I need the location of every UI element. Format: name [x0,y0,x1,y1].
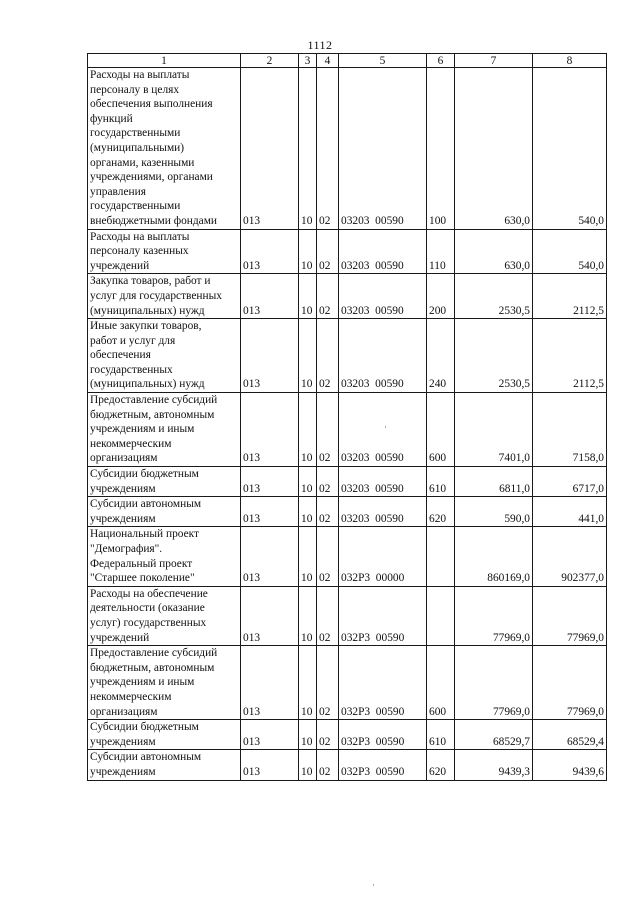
row-amount-year-2: 7158,0 [533,393,607,467]
row-target-article: 03203 00590 [339,497,427,527]
row-amount-year-1: 590,0 [455,497,533,527]
row-name: Субсидии бюджетным учреждениям [88,720,241,750]
row-section-code: 10 [299,750,317,780]
row-target-article: 032P3 00590 [339,586,427,645]
row-section-code: 10 [299,720,317,750]
row-expense-type: 600 [427,393,455,467]
row-amount-year-1: 9439,3 [455,750,533,780]
row-amount-year-2: 6717,0 [533,467,607,497]
header-col-1: 1 [88,54,241,68]
page-number: 1112 [307,38,333,52]
row-subsection-code: 02 [317,646,339,720]
row-ministry-code: 013 [241,750,299,780]
row-name: Национальный проект "Демография". Федеральный проект "Старшее поколение" [88,527,241,586]
header-col-6: 6 [427,54,455,68]
row-section-code: 10 [299,527,317,586]
row-amount-year-1: 7401,0 [455,393,533,467]
row-target-article: 03203 00590 [339,393,427,467]
table-row [88,586,607,645]
table-row [88,750,607,780]
row-expense-type: 620 [427,750,455,780]
row-subsection-code: 02 [317,586,339,645]
row-amount-year-1: 860169,0 [455,527,533,586]
table-row [88,393,607,467]
row-ministry-code: 013 [241,393,299,467]
row-target-article: 032P3 00590 [339,720,427,750]
row-subsection-code: 02 [317,229,339,274]
row-amount-year-2: 540,0 [533,68,607,230]
row-ministry-code: 013 [241,720,299,750]
row-amount-year-1: 630,0 [455,229,533,274]
row-ministry-code: 013 [241,646,299,720]
header-col-5: 5 [339,54,427,68]
header-row [88,54,607,68]
row-amount-year-2: 2112,5 [533,274,607,319]
row-name: Закупка товаров, работ и услуг для государственных (муниципальных) нужд [88,274,241,319]
row-amount-year-2: 902377,0 [533,527,607,586]
table-row [88,720,607,750]
row-name: Предоставление субсидий бюджетным, автономным учреждениям и иным некоммерческим организациям [88,393,241,467]
row-ministry-code: 013 [241,527,299,586]
row-target-article: 03203 00590 [339,68,427,230]
header-col-4: 4 [317,54,339,68]
row-amount-year-2: 540,0 [533,229,607,274]
row-name: Расходы на обеспечение деятельности (оказание услуг) государственных учреждений [88,586,241,645]
row-name: Субсидии автономным учреждениям [88,497,241,527]
row-target-article: 032P3 00000 [339,527,427,586]
row-amount-year-1: 68529,7 [455,720,533,750]
table-row [88,646,607,720]
row-ministry-code: 013 [241,467,299,497]
row-amount-year-1: 2530,5 [455,274,533,319]
row-amount-year-1: 2530,5 [455,319,533,393]
row-section-code: 10 [299,497,317,527]
row-section-code: 10 [299,646,317,720]
row-subsection-code: 02 [317,68,339,230]
row-target-article: 03203 00590 [339,319,427,393]
table-row [88,467,607,497]
row-ministry-code: 013 [241,319,299,393]
row-name: Расходы на выплаты персоналу в целях обеспечения выполнения функций государственными (муниципальными) органами, казенными учреждениями, органами управления государственными внебюджетными фондами [88,68,241,230]
row-section-code: 10 [299,229,317,274]
row-name: Субсидии автономным учреждениям [88,750,241,780]
row-amount-year-2: 2112,5 [533,319,607,393]
row-amount-year-1: 630,0 [455,68,533,230]
row-subsection-code: 02 [317,527,339,586]
row-name: Иные закупки товаров, работ и услуг для обеспечения государственных (муниципальных) нужд [88,319,241,393]
row-expense-type: 610 [427,467,455,497]
row-name: Предоставление субсидий бюджетным, автономным учреждениям и иным некоммерческим организациям [88,646,241,720]
row-subsection-code: 02 [317,274,339,319]
row-ministry-code: 013 [241,68,299,230]
header-col-3: 3 [299,54,317,68]
table-body [88,68,607,781]
row-section-code: 10 [299,586,317,645]
row-subsection-code: 02 [317,720,339,750]
row-amount-year-2: 77969,0 [533,646,607,720]
row-amount-year-1: 77969,0 [455,646,533,720]
row-target-article: 03203 00590 [339,274,427,319]
row-expense-type: 110 [427,229,455,274]
row-amount-year-2: 9439,6 [533,750,607,780]
row-amount-year-1: 6811,0 [455,467,533,497]
row-subsection-code: 02 [317,497,339,527]
row-ministry-code: 013 [241,586,299,645]
row-section-code: 10 [299,319,317,393]
budget-table [87,53,607,781]
row-section-code: 10 [299,274,317,319]
row-subsection-code: 02 [317,750,339,780]
row-expense-type [427,527,455,586]
row-name: Субсидии бюджетным учреждениям [88,467,241,497]
table-row [88,274,607,319]
row-expense-type: 200 [427,274,455,319]
row-expense-type: 600 [427,646,455,720]
table-row [88,527,607,586]
row-expense-type: 620 [427,497,455,527]
row-section-code: 10 [299,467,317,497]
table-row [88,68,607,230]
row-amount-year-2: 441,0 [533,497,607,527]
row-subsection-code: 02 [317,319,339,393]
row-section-code: 10 [299,393,317,467]
scan-speck: · [372,880,375,890]
header-col-2: 2 [241,54,299,68]
row-amount-year-2: 77969,0 [533,586,607,645]
row-target-article: 032P3 00590 [339,750,427,780]
row-expense-type: 610 [427,720,455,750]
table-row [88,497,607,527]
row-expense-type: 100 [427,68,455,230]
table-row [88,229,607,274]
row-target-article: 032P3 00590 [339,646,427,720]
scan-speck: · [384,422,387,432]
row-ministry-code: 013 [241,497,299,527]
row-section-code: 10 [299,68,317,230]
header-col-7: 7 [455,54,533,68]
row-expense-type: 240 [427,319,455,393]
row-ministry-code: 013 [241,229,299,274]
row-target-article: 03203 00590 [339,229,427,274]
row-expense-type [427,586,455,645]
row-amount-year-2: 68529,4 [533,720,607,750]
table-row [88,319,607,393]
row-subsection-code: 02 [317,467,339,497]
row-subsection-code: 02 [317,393,339,467]
row-target-article: 03203 00590 [339,467,427,497]
row-ministry-code: 013 [241,274,299,319]
header-col-8: 8 [533,54,607,68]
row-amount-year-1: 77969,0 [455,586,533,645]
row-name: Расходы на выплаты персоналу казенных учреждений [88,229,241,274]
